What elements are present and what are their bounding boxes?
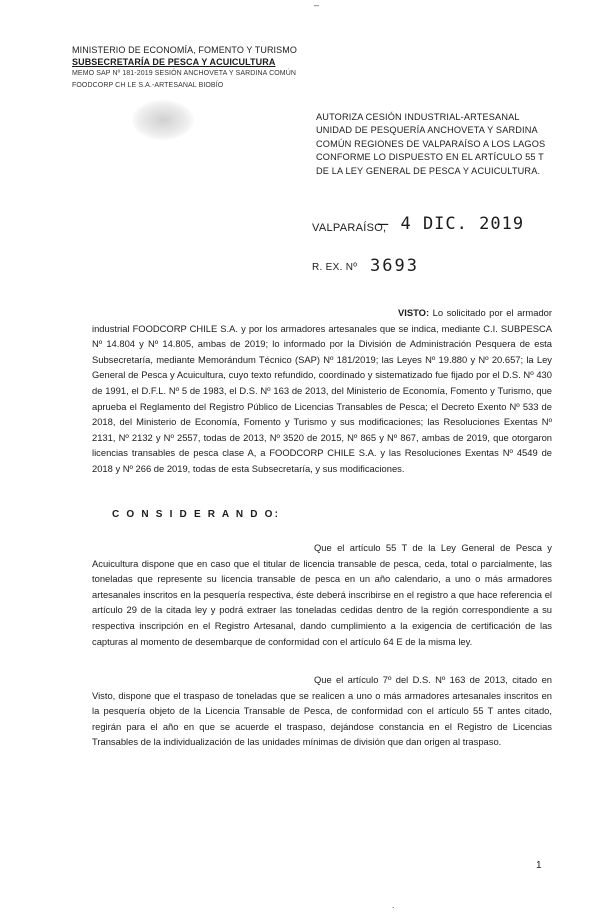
considerando-paragraph-2: Que el artículo 7º del D.S. Nº 163 de 2013, citado en Visto, dispone que el traspaso de toneladas que se realicen a uno o más armadores artesanales inscritos en la pesquería objeto de la Licencia Transable de Pesca, de conformidad con el artículo 55 T antes citado, regirán para el año en que se acuerde el traspaso, dejándose constancia en el Registro de Licencias Transables de la individualización de las unidades mínimas de división que dan origen al traspaso. xyxy=(92,674,552,748)
resolution-subject: AUTORIZA CESIÓN INDUSTRIAL-ARTESANAL UNIDAD DE PESQUERÍA ANCHOVETA Y SARDINA COMÚN REGIONES DE VALPARAÍSO A LOS LAGOS CONFORME LO DISPUESTO EN EL ARTÍCULO 55 T DE LA LEY GENERAL DE PESCA Y ACUICULTURA. xyxy=(316,112,546,176)
page-number: 1 xyxy=(536,860,542,871)
subsecretaria-name: SUBSECRETARÍA DE PESCA Y ACUICULTURA xyxy=(72,57,276,67)
city-label: VALPARAÍSO, xyxy=(312,222,387,234)
date-stamp: – 4 DIC. 2019 xyxy=(378,214,525,234)
ministry-name: MINISTERIO DE ECONOMÍA, FOMENTO Y TURISMO xyxy=(72,45,297,55)
official-stamp xyxy=(132,100,194,140)
visto-text: Lo solicitado por el armador industrial FOODCORP CHILE S.A. y por los armadores artesanales que se indica, mediante C.I. SUBPESCA Nº 14.804 y Nº 14.805, ambas de 2019; lo informado por la División de Administración Pesquera de esta Subsecretaría, mediante Memorándum Técnico (SAP) Nº 181/2019; las Leyes Nº 19.880 y Nº 20.657; la Ley General de Pesca y Acuicultura, cuyo texto refundido, coordinado y sistematizado fue fijado por el D.S. Nº 430 de 1991, el D.F.L. Nº 5 de 1983, el D.S. Nº 163 de 2013, del Ministerio de Economía, Fomento y Turismo, que aprueba el Reglamento del Registro Público de Licencias Transables de Pesca; el Decreto Exento Nº 533 de 2018, del Ministerio de Economía, Fomento y Turismo y sus modificaciones; las Resoluciones Exentas Nº 2131, Nº 2132 y Nº 2557, todas de 2013, Nº 3520 de 2015, Nº 865 y Nº 867, ambas de 2019, que otorgaron licencias transables de pesca clase A, a FOODCORP CHILE S.A. y las Resoluciones Exentas Nº 4549 de 2018 y Nº 266 de 2019, todas de esta Subsecretaría, y sus modificaciones. xyxy=(92,307,552,474)
letterhead xyxy=(72,44,297,92)
bottom-scan-mark: . xyxy=(392,900,395,910)
company-reference: FOODCORP CH LE S.A.-ARTESANAL BIOBÍO xyxy=(72,82,224,89)
rex-label: R. EX. Nº xyxy=(312,262,358,273)
top-scan-mark: – xyxy=(314,0,320,10)
visto-label: VISTO: xyxy=(398,307,430,318)
rex-number: 3693 xyxy=(370,256,419,276)
visto-paragraph xyxy=(92,305,552,477)
memo-reference: MEMO SAP Nº 181-2019 SESIÓN ANCHOVETA Y SARDINA COMÚN xyxy=(72,70,297,77)
considerando-heading: C O N S I D E R A N D O: xyxy=(112,509,281,520)
considerando-paragraph-1: Que el artículo 55 T de la Ley General de Pesca y Acuicultura dispone que en caso que el titular de licencia transable de pesca, ceda, total o parcialmente, las toneladas que represente su licencia transable de pesca en un año calendario, a uno o más armadores artesanales inscritos en la pesquería respectiva, éste deberá inscribirse en el registro a que hace referencia el artículo 29 de la citada ley y podrá extraer las toneladas cedidas dentro de la región correspondiente a su respectiva inscripción en el Registro Artesanal, dando cumplimiento a la exigencia de certificación de las capturas al momento de desembarque de conformidad con el artículo 64 E de la misma ley. xyxy=(92,542,552,647)
